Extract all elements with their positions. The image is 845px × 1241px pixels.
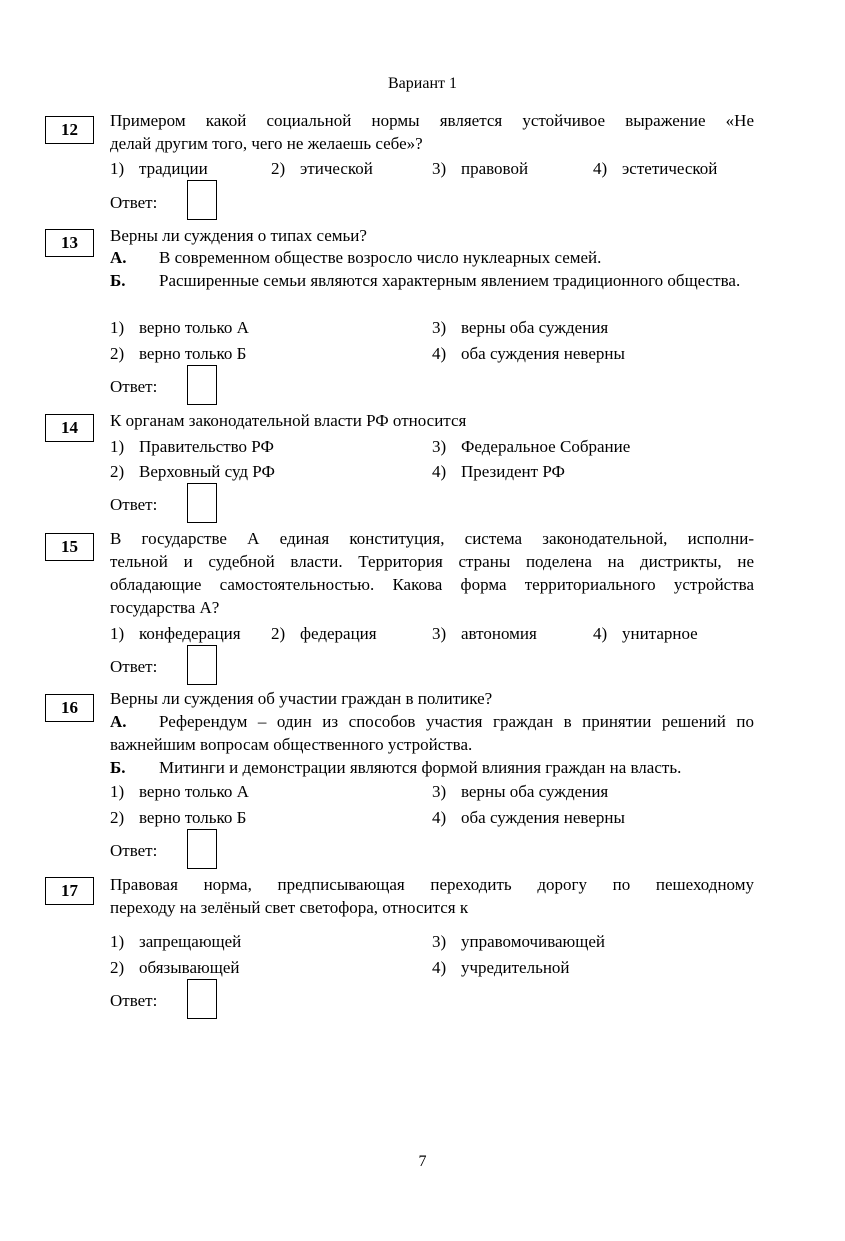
stem-line: тельной и судебной власти. Территория страны поделена на дистрикты, не xyxy=(110,552,754,571)
option-number: 2) xyxy=(110,808,125,827)
option-number: 2) xyxy=(271,624,286,643)
answer-label: Ответ: xyxy=(110,657,158,676)
stem-line: государства А? xyxy=(110,598,220,617)
q17-option-2[interactable] xyxy=(110,956,239,979)
q17-option-3[interactable] xyxy=(432,930,605,953)
q12-option-4[interactable] xyxy=(593,157,717,180)
option-text: Правительство РФ xyxy=(139,437,274,456)
answer-box-13[interactable] xyxy=(187,365,217,405)
option-number: 4) xyxy=(432,958,447,977)
option-text: учредительной xyxy=(461,958,570,977)
answer-label: Ответ: xyxy=(110,841,158,860)
question-number-16: 16 xyxy=(45,694,94,722)
answer-label: Ответ: xyxy=(110,991,158,1010)
answer-label: Ответ: xyxy=(110,193,158,212)
answer-box-14[interactable] xyxy=(187,483,217,523)
option-text: федерация xyxy=(300,624,377,643)
q12-option-2[interactable] xyxy=(271,157,373,180)
option-number: 4) xyxy=(432,462,447,481)
q14-option-1[interactable] xyxy=(110,435,274,458)
stem-line: Правовая норма, предписывающая переходить дорогу по пешеходному xyxy=(110,875,754,894)
question-12-stem xyxy=(110,109,754,155)
option-text: конфедерация xyxy=(139,624,241,643)
question-number-14: 14 xyxy=(45,414,94,442)
variant-header: Вариант 1 xyxy=(388,75,457,92)
option-text: верно только А xyxy=(139,782,249,801)
judgment-text: Митинги и демонстрации являются формой влияния граждан на власть. xyxy=(159,758,682,777)
option-number: 2) xyxy=(110,462,125,481)
option-text: этической xyxy=(300,159,373,178)
q16-option-1[interactable] xyxy=(110,780,249,803)
judgment-label: Б. xyxy=(110,758,126,777)
option-number: 3) xyxy=(432,159,447,178)
stem-line: обладающие самостоятельностью. Какова форма территориального устройства xyxy=(110,575,754,594)
q17-option-4[interactable] xyxy=(432,956,570,979)
option-text: Верховный суд РФ xyxy=(139,462,275,481)
judgment-text: В современном обществе возросло число нуклеарных семей. xyxy=(159,248,602,267)
option-number: 3) xyxy=(432,782,447,801)
stem-line: В государстве А единая конституция, система законодательной, исполни- xyxy=(110,529,754,548)
option-number: 1) xyxy=(110,932,125,951)
q14-option-3[interactable] xyxy=(432,435,630,458)
question-16-judgment-a xyxy=(110,710,754,756)
judgment-label: А. xyxy=(110,248,127,267)
q14-option-4[interactable] xyxy=(432,460,565,483)
question-13-judgment-a xyxy=(110,246,754,269)
question-13-judgment-b xyxy=(110,269,754,292)
q17-option-1[interactable] xyxy=(110,930,241,953)
option-text: обязывающей xyxy=(139,958,240,977)
q16-option-4[interactable] xyxy=(432,806,625,829)
option-text: оба суждения неверны xyxy=(461,808,625,827)
answer-box-17[interactable] xyxy=(187,979,217,1019)
option-text: верно только Б xyxy=(139,344,247,363)
option-text: запрещающей xyxy=(139,932,242,951)
answer-box-16[interactable] xyxy=(187,829,217,869)
q13-option-2[interactable] xyxy=(110,342,246,365)
option-text: оба суждения неверны xyxy=(461,344,625,363)
q16-option-3[interactable] xyxy=(432,780,608,803)
answer-box-12[interactable] xyxy=(187,180,217,220)
option-text: эстетической xyxy=(622,159,718,178)
option-number: 1) xyxy=(110,437,125,456)
q16-option-2[interactable] xyxy=(110,806,246,829)
stem-line: делай другим того, чего не желаешь себе»? xyxy=(110,134,423,153)
option-text: традиции xyxy=(139,159,208,178)
q12-option-3[interactable] xyxy=(432,157,528,180)
option-text: верно только А xyxy=(139,318,249,337)
question-number-13: 13 xyxy=(45,229,94,257)
answer-label: Ответ: xyxy=(110,495,158,514)
answer-box-15[interactable] xyxy=(187,645,217,685)
option-number: 2) xyxy=(110,958,125,977)
option-text: унитарное xyxy=(622,624,698,643)
option-number: 2) xyxy=(271,159,286,178)
question-17-stem xyxy=(110,873,754,919)
judgment-label: Б. xyxy=(110,271,126,290)
option-number: 4) xyxy=(432,344,447,363)
option-text: верно только Б xyxy=(139,808,247,827)
option-number: 1) xyxy=(110,624,125,643)
option-text: управомочивающей xyxy=(461,932,605,951)
option-number: 4) xyxy=(593,624,608,643)
option-number: 4) xyxy=(432,808,447,827)
q13-option-1[interactable] xyxy=(110,316,249,339)
option-number: 1) xyxy=(110,782,125,801)
question-number-12: 12 xyxy=(45,116,94,144)
question-16-judgment-b xyxy=(110,756,754,779)
question-15-stem xyxy=(110,527,754,619)
stem-line: переходу на зелёный свет светофора, относится к xyxy=(110,898,469,917)
option-text: Президент РФ xyxy=(461,462,565,481)
q12-option-1[interactable] xyxy=(110,157,208,180)
option-number: 3) xyxy=(432,932,447,951)
page-number: 7 xyxy=(418,1153,427,1170)
option-text: автономия xyxy=(461,624,537,643)
stem-line: Примером какой социальной нормы является устойчивое выражение «Не xyxy=(110,111,754,130)
q15-option-1[interactable] xyxy=(110,622,241,645)
option-text: Федеральное Собрание xyxy=(461,437,631,456)
judgment-text: Расширенные семьи являются характерным явлением традиционного общества. xyxy=(159,271,741,290)
question-number-17: 17 xyxy=(45,877,94,905)
question-14-stem: К органам законодательной власти РФ относится xyxy=(110,411,467,430)
option-number: 4) xyxy=(593,159,608,178)
question-16-stem: Верны ли суждения об участии граждан в политике? xyxy=(110,689,493,708)
option-text: правовой xyxy=(461,159,529,178)
q13-option-3[interactable] xyxy=(432,316,608,339)
option-number: 3) xyxy=(432,624,447,643)
question-number-15: 15 xyxy=(45,533,94,561)
option-number: 3) xyxy=(432,318,447,337)
q13-option-4[interactable] xyxy=(432,342,625,365)
option-number: 2) xyxy=(110,344,125,363)
judgment-label: А. xyxy=(110,712,127,731)
option-number: 1) xyxy=(110,318,125,337)
answer-label: Ответ: xyxy=(110,377,158,396)
q14-option-2[interactable] xyxy=(110,460,275,483)
option-number: 1) xyxy=(110,159,125,178)
option-text: верны оба суждения xyxy=(461,782,609,801)
question-13-stem: Верны ли суждения о типах семьи? xyxy=(110,226,367,245)
q15-option-2[interactable] xyxy=(271,622,377,645)
q15-option-3[interactable] xyxy=(432,622,537,645)
judgment-text: Референдум – один из способов участия граждан в принятии решений по важнейшим вопросам общественного устройства. xyxy=(110,712,754,754)
option-text: верны оба суждения xyxy=(461,318,609,337)
q15-option-4[interactable] xyxy=(593,622,698,645)
option-number: 3) xyxy=(432,437,447,456)
